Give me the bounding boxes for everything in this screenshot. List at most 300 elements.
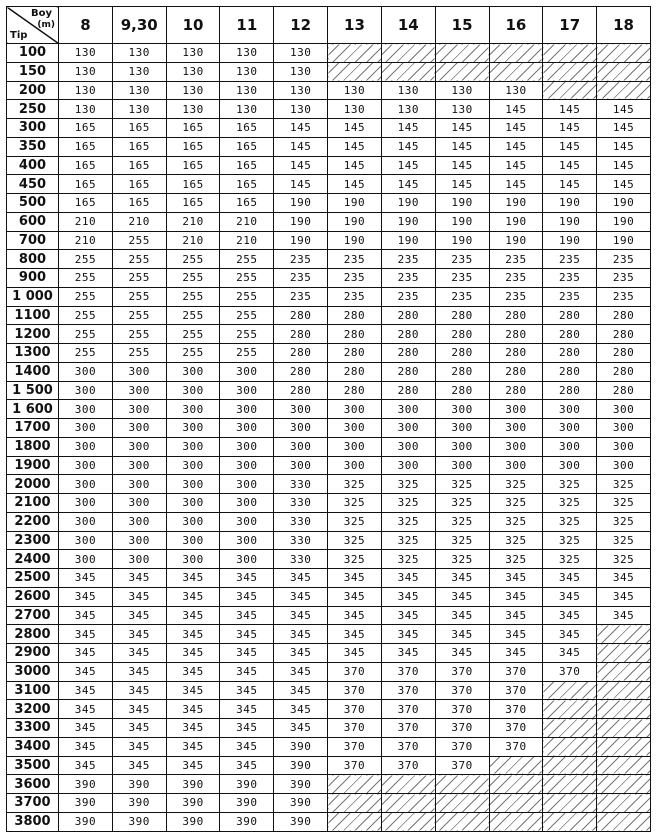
table-cell: 190 [274, 231, 328, 250]
empty-hatched-cell [543, 794, 597, 813]
table-cell: 235 [328, 287, 382, 306]
table-cell: 345 [274, 644, 328, 663]
table-cell: 345 [274, 700, 328, 719]
table-cell: 300 [381, 419, 435, 438]
table-cell: 280 [381, 344, 435, 363]
table-cell: 190 [274, 212, 328, 231]
table-cell: 235 [435, 250, 489, 269]
table-cell: 300 [543, 437, 597, 456]
table-cell: 130 [220, 100, 274, 119]
table-cell: 145 [597, 100, 651, 119]
table-cell: 280 [435, 306, 489, 325]
table-cell: 165 [112, 119, 166, 138]
table-cell: 235 [274, 287, 328, 306]
table-cell: 325 [435, 512, 489, 531]
table-cell: 145 [597, 119, 651, 138]
table-cell: 300 [59, 437, 113, 456]
table-cell: 390 [220, 775, 274, 794]
table-cell: 130 [59, 44, 113, 63]
table-cell: 345 [220, 644, 274, 663]
table-row [7, 362, 651, 381]
row-header: 2900 [7, 644, 59, 663]
table-cell: 280 [328, 325, 382, 344]
table-cell: 145 [328, 175, 382, 194]
table-cell: 345 [381, 606, 435, 625]
table-cell: 390 [274, 775, 328, 794]
row-header: 400 [7, 156, 59, 175]
table-cell: 300 [543, 419, 597, 438]
table-cell: 255 [59, 344, 113, 363]
row-header: 2200 [7, 512, 59, 531]
table-cell: 300 [220, 362, 274, 381]
table-cell: 300 [220, 381, 274, 400]
table-cell: 190 [381, 212, 435, 231]
row-header: 2600 [7, 587, 59, 606]
table-cell: 235 [597, 250, 651, 269]
row-header: 1700 [7, 419, 59, 438]
table-cell: 345 [59, 700, 113, 719]
table-cell: 145 [381, 156, 435, 175]
table-cell: 300 [435, 456, 489, 475]
empty-hatched-cell [597, 681, 651, 700]
table-cell: 130 [220, 62, 274, 81]
table-cell: 325 [597, 550, 651, 569]
table-row [7, 344, 651, 363]
empty-hatched-cell [489, 62, 543, 81]
table-cell: 165 [112, 137, 166, 156]
table-cell: 255 [59, 306, 113, 325]
table-cell: 235 [597, 287, 651, 306]
table-cell: 280 [435, 362, 489, 381]
table-cell: 210 [166, 212, 220, 231]
table-cell: 390 [274, 794, 328, 813]
table-cell: 345 [166, 662, 220, 681]
empty-hatched-cell [597, 662, 651, 681]
table-cell: 300 [328, 419, 382, 438]
table-cell: 255 [220, 287, 274, 306]
table-cell: 325 [328, 475, 382, 494]
table-cell: 190 [489, 212, 543, 231]
table-cell: 145 [274, 175, 328, 194]
table-cell: 345 [435, 625, 489, 644]
table-cell: 300 [59, 456, 113, 475]
table-cell: 130 [59, 62, 113, 81]
table-cell: 345 [112, 644, 166, 663]
table-cell: 165 [220, 194, 274, 213]
table-cell: 280 [489, 344, 543, 363]
table-cell: 130 [112, 62, 166, 81]
empty-hatched-cell [597, 62, 651, 81]
table-cell: 190 [328, 212, 382, 231]
table-cell: 345 [328, 569, 382, 588]
table-cell: 345 [59, 681, 113, 700]
table-cell: 145 [435, 175, 489, 194]
table-cell: 370 [435, 737, 489, 756]
table-cell: 345 [166, 737, 220, 756]
table-cell: 300 [166, 362, 220, 381]
empty-hatched-cell [328, 812, 382, 831]
table-cell: 300 [489, 437, 543, 456]
table-cell: 300 [489, 456, 543, 475]
table-cell: 370 [489, 662, 543, 681]
empty-hatched-cell [543, 756, 597, 775]
table-cell: 390 [220, 812, 274, 831]
table-cell: 190 [328, 231, 382, 250]
table-cell: 130 [166, 44, 220, 63]
table-cell: 370 [381, 662, 435, 681]
table-cell: 345 [435, 569, 489, 588]
table-cell: 145 [597, 156, 651, 175]
table-cell: 325 [328, 512, 382, 531]
row-header: 700 [7, 231, 59, 250]
table-cell: 235 [597, 269, 651, 288]
table-cell: 325 [597, 512, 651, 531]
table-cell: 345 [112, 756, 166, 775]
row-header: 1300 [7, 344, 59, 363]
table-cell: 280 [489, 306, 543, 325]
table-cell: 345 [59, 606, 113, 625]
table-cell: 130 [166, 100, 220, 119]
table-cell: 255 [166, 250, 220, 269]
table-cell: 145 [435, 119, 489, 138]
table-row [7, 569, 651, 588]
table-cell: 345 [489, 569, 543, 588]
table-cell: 300 [59, 419, 113, 438]
row-header: 3700 [7, 794, 59, 813]
empty-hatched-cell [597, 700, 651, 719]
row-header: 3500 [7, 756, 59, 775]
table-cell: 300 [112, 550, 166, 569]
row-header: 2000 [7, 475, 59, 494]
column-header: 12 [274, 7, 328, 44]
table-cell: 130 [328, 100, 382, 119]
table-cell: 300 [112, 400, 166, 419]
table-cell: 190 [597, 231, 651, 250]
empty-hatched-cell [543, 719, 597, 738]
table-row [7, 494, 651, 513]
empty-hatched-cell [435, 62, 489, 81]
empty-hatched-cell [328, 44, 382, 63]
table-cell: 280 [328, 344, 382, 363]
table-cell: 255 [59, 250, 113, 269]
row-header: 2400 [7, 550, 59, 569]
table-cell: 345 [543, 644, 597, 663]
table-cell: 145 [489, 137, 543, 156]
table-cell: 300 [112, 362, 166, 381]
table-cell: 190 [543, 212, 597, 231]
table-cell: 300 [59, 494, 113, 513]
table-cell: 345 [112, 719, 166, 738]
table-row [7, 437, 651, 456]
table-cell: 165 [166, 119, 220, 138]
table-cell: 345 [112, 625, 166, 644]
table-cell: 345 [543, 569, 597, 588]
table-cell: 235 [489, 269, 543, 288]
table-row [7, 119, 651, 138]
table-row [7, 175, 651, 194]
table-cell: 370 [328, 737, 382, 756]
table-cell: 345 [543, 587, 597, 606]
table-cell: 235 [274, 269, 328, 288]
table-row [7, 550, 651, 569]
table-cell: 300 [220, 512, 274, 531]
table-cell: 190 [435, 194, 489, 213]
table-cell: 300 [112, 475, 166, 494]
table-row [7, 775, 651, 794]
row-header: 800 [7, 250, 59, 269]
table-cell: 145 [489, 119, 543, 138]
empty-hatched-cell [597, 737, 651, 756]
table-cell: 255 [220, 344, 274, 363]
column-header: 15 [435, 7, 489, 44]
empty-hatched-cell [489, 44, 543, 63]
table-cell: 300 [112, 419, 166, 438]
table-cell: 345 [220, 662, 274, 681]
table-row [7, 306, 651, 325]
empty-hatched-cell [435, 775, 489, 794]
table-cell: 280 [435, 381, 489, 400]
table-cell: 345 [381, 569, 435, 588]
table-cell: 255 [166, 325, 220, 344]
table-cell: 345 [381, 625, 435, 644]
table-cell: 300 [112, 456, 166, 475]
table-row [7, 719, 651, 738]
table-cell: 130 [274, 100, 328, 119]
table-cell: 280 [489, 381, 543, 400]
table-cell: 145 [543, 119, 597, 138]
table-cell: 165 [220, 119, 274, 138]
empty-hatched-cell [597, 719, 651, 738]
table-cell: 190 [597, 194, 651, 213]
table-cell: 235 [489, 287, 543, 306]
table-cell: 345 [112, 737, 166, 756]
table-cell: 145 [489, 100, 543, 119]
table-cell: 300 [435, 419, 489, 438]
table-cell: 210 [59, 231, 113, 250]
table-cell: 325 [543, 475, 597, 494]
table-cell: 300 [435, 400, 489, 419]
table-cell: 300 [220, 475, 274, 494]
table-cell: 300 [220, 531, 274, 550]
table-cell: 300 [112, 437, 166, 456]
table-cell: 130 [381, 81, 435, 100]
table-cell: 300 [166, 494, 220, 513]
table-cell: 345 [274, 681, 328, 700]
table-row [7, 250, 651, 269]
table-cell: 325 [328, 494, 382, 513]
empty-hatched-cell [543, 700, 597, 719]
table-cell: 165 [220, 137, 274, 156]
table-row [7, 156, 651, 175]
row-header: 1 600 [7, 400, 59, 419]
table-cell: 345 [381, 587, 435, 606]
corner-cell [7, 7, 59, 44]
table-cell: 210 [112, 212, 166, 231]
table-cell: 300 [435, 437, 489, 456]
table-cell: 165 [59, 175, 113, 194]
table-cell: 390 [274, 756, 328, 775]
empty-hatched-cell [328, 62, 382, 81]
table-cell: 300 [112, 381, 166, 400]
table-cell: 370 [489, 737, 543, 756]
table-cell: 300 [112, 531, 166, 550]
table-cell: 300 [59, 550, 113, 569]
table-row [7, 44, 651, 63]
table-cell: 300 [543, 456, 597, 475]
table-cell: 255 [59, 325, 113, 344]
table-cell: 345 [112, 700, 166, 719]
table-cell: 145 [381, 119, 435, 138]
row-header: 2100 [7, 494, 59, 513]
table-row [7, 325, 651, 344]
table-cell: 345 [166, 587, 220, 606]
table-row [7, 662, 651, 681]
table-cell: 370 [489, 681, 543, 700]
row-header: 500 [7, 194, 59, 213]
table-cell: 345 [166, 700, 220, 719]
table-cell: 390 [59, 794, 113, 813]
table-cell: 345 [59, 719, 113, 738]
table-cell: 325 [328, 550, 382, 569]
table-cell: 345 [166, 569, 220, 588]
table-row [7, 606, 651, 625]
table-cell: 145 [489, 156, 543, 175]
table-cell: 280 [489, 362, 543, 381]
table-row [7, 212, 651, 231]
table-cell: 145 [597, 137, 651, 156]
table-row [7, 231, 651, 250]
empty-hatched-cell [489, 812, 543, 831]
table-cell: 300 [274, 400, 328, 419]
empty-hatched-cell [543, 737, 597, 756]
row-header: 1100 [7, 306, 59, 325]
table-cell: 345 [112, 587, 166, 606]
table-cell: 165 [59, 137, 113, 156]
table-cell: 390 [274, 812, 328, 831]
table-cell: 345 [220, 719, 274, 738]
table-row [7, 456, 651, 475]
empty-hatched-cell [328, 794, 382, 813]
table-cell: 300 [59, 512, 113, 531]
table-cell: 345 [328, 625, 382, 644]
table-cell: 325 [543, 512, 597, 531]
table-cell: 325 [597, 475, 651, 494]
table-cell: 390 [112, 794, 166, 813]
table-cell: 255 [112, 250, 166, 269]
table-cell: 300 [166, 475, 220, 494]
table-cell: 325 [435, 531, 489, 550]
table-cell: 300 [328, 437, 382, 456]
table-cell: 280 [597, 344, 651, 363]
empty-hatched-cell [597, 794, 651, 813]
table-cell: 145 [543, 175, 597, 194]
table-row [7, 625, 651, 644]
table-cell: 130 [112, 44, 166, 63]
table-row [7, 287, 651, 306]
table-cell: 145 [274, 119, 328, 138]
table-cell: 345 [274, 719, 328, 738]
empty-hatched-cell [381, 812, 435, 831]
table-cell: 300 [597, 437, 651, 456]
table-cell: 130 [112, 81, 166, 100]
empty-hatched-cell [489, 794, 543, 813]
table-cell: 255 [220, 325, 274, 344]
table-cell: 345 [328, 644, 382, 663]
table-cell: 300 [166, 531, 220, 550]
table-cell: 280 [597, 325, 651, 344]
table-cell: 300 [274, 419, 328, 438]
table-cell: 280 [381, 362, 435, 381]
table-cell: 300 [59, 362, 113, 381]
empty-hatched-cell [435, 812, 489, 831]
empty-hatched-cell [381, 62, 435, 81]
table-cell: 300 [220, 400, 274, 419]
table-cell: 390 [59, 775, 113, 794]
table-cell: 190 [489, 231, 543, 250]
table-cell: 145 [274, 137, 328, 156]
row-header: 3000 [7, 662, 59, 681]
table-cell: 255 [166, 344, 220, 363]
table-cell: 345 [597, 606, 651, 625]
table-cell: 300 [220, 437, 274, 456]
table-cell: 130 [435, 81, 489, 100]
table-cell: 165 [112, 156, 166, 175]
table-cell: 345 [220, 606, 274, 625]
table-cell: 145 [328, 119, 382, 138]
empty-hatched-cell [543, 812, 597, 831]
table-cell: 370 [543, 662, 597, 681]
table-cell: 130 [274, 62, 328, 81]
empty-hatched-cell [328, 775, 382, 794]
table-cell: 235 [328, 250, 382, 269]
table-cell: 345 [220, 756, 274, 775]
table-cell: 370 [328, 700, 382, 719]
empty-hatched-cell [543, 44, 597, 63]
table-cell: 325 [543, 494, 597, 513]
table-cell: 345 [274, 625, 328, 644]
table-cell: 210 [220, 212, 274, 231]
row-header: 3400 [7, 737, 59, 756]
table-cell: 345 [274, 587, 328, 606]
table-cell: 300 [112, 512, 166, 531]
table-cell: 255 [112, 231, 166, 250]
table-cell: 130 [489, 81, 543, 100]
table-row [7, 512, 651, 531]
table-cell: 300 [489, 400, 543, 419]
table-cell: 370 [381, 681, 435, 700]
table-cell: 300 [59, 400, 113, 419]
column-header: 14 [381, 7, 435, 44]
table-cell: 130 [166, 62, 220, 81]
table-cell: 255 [220, 269, 274, 288]
table-cell: 130 [166, 81, 220, 100]
table-cell: 345 [220, 625, 274, 644]
lookup-table [6, 6, 651, 832]
empty-hatched-cell [597, 775, 651, 794]
table-cell: 300 [328, 456, 382, 475]
table-cell: 300 [166, 400, 220, 419]
table-cell: 300 [597, 419, 651, 438]
table-cell: 300 [220, 456, 274, 475]
empty-hatched-cell [543, 81, 597, 100]
table-cell: 300 [59, 381, 113, 400]
table-cell: 300 [597, 400, 651, 419]
table-cell: 190 [381, 194, 435, 213]
table-cell: 345 [381, 644, 435, 663]
table-cell: 300 [381, 456, 435, 475]
column-header: 13 [328, 7, 382, 44]
table-cell: 300 [166, 550, 220, 569]
